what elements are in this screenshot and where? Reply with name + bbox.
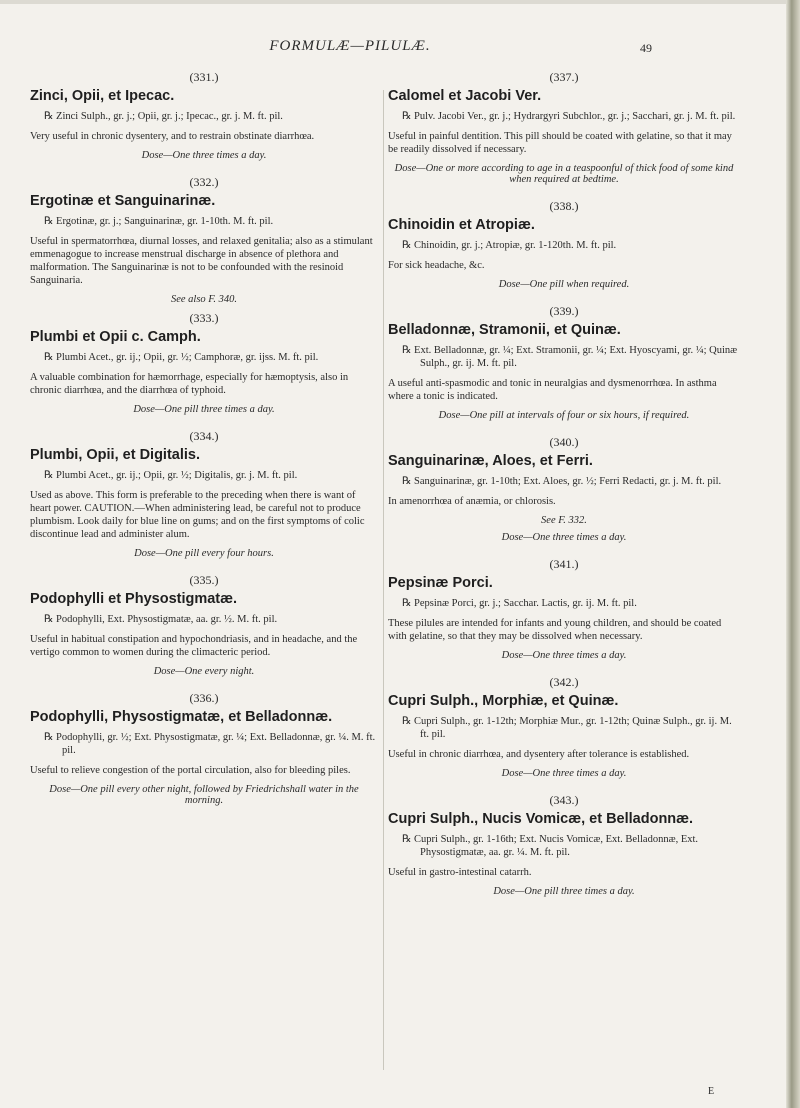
formula-number: (334.)	[189, 429, 219, 443]
formula-entry	[388, 199, 740, 290]
scan-right-edge	[786, 0, 800, 1108]
formula-number: (337.)	[549, 70, 579, 84]
formula-number: (336.)	[189, 691, 219, 705]
usage-text: Very useful in chronic dysentery, and to restrain obstinate diarrhœa.	[30, 131, 315, 142]
formula-number: (339.)	[549, 304, 579, 318]
dose-text: Dose—One pill every four hours.	[134, 548, 274, 559]
usage-text: Useful in habitual constipation and hypochondriasis, and in headache, and the vertigo common to women during the climacteric period.	[30, 634, 358, 658]
formula-number: (331.)	[189, 70, 219, 84]
right-column	[388, 70, 740, 911]
formula-title: Zinci, Opii, et Ipecac.	[30, 88, 175, 104]
prescription-line: ℞ Chinoidin, gr. j.; Atropiæ, gr. 1-120th. M. ft. pil.	[402, 240, 617, 251]
formula-number: (333.)	[189, 311, 219, 325]
formula-title: Calomel et Jacobi Ver.	[388, 88, 542, 104]
dose-text: Dose—One three times a day.	[501, 532, 627, 543]
formula-entry	[388, 675, 740, 779]
prescription-line: ℞ Ext. Belladonnæ, gr. ¼; Ext. Stramonii, gr. ¼; Ext. Hyoscyami, gr. ¼; Quinæ Sulph., gr. ij. M. ft. pil.	[402, 345, 738, 369]
formula-title: Cupri Sulph., Morphiæ, et Quinæ.	[388, 693, 619, 709]
formula-title: Sanguinarinæ, Aloes, et Ferri.	[388, 453, 593, 469]
left-column	[30, 70, 378, 820]
formula-number: (335.)	[189, 573, 219, 587]
formula-entry	[30, 691, 378, 806]
formula-title: Plumbi, Opii, et Digitalis.	[30, 447, 200, 463]
formula-entry	[388, 70, 740, 185]
formula-entry	[30, 311, 378, 415]
formula-entry	[30, 573, 378, 677]
usage-text: For sick headache, &c.	[388, 260, 485, 271]
formula-title: Ergotinæ et Sanguinarinæ.	[30, 193, 216, 209]
prescription-line: ℞ Plumbi Acet., gr. ij.; Opii, gr. ½; Camphoræ, gr. ijss. M. ft. pil.	[44, 352, 319, 363]
prescription-line: ℞ Pulv. Jacobi Ver., gr. j.; Hydrargyri Subchlor., gr. j.; Sacchari, gr. j. M. ft. pil.	[402, 111, 736, 122]
formula-title: Podophylli et Physostigmatæ.	[30, 591, 238, 607]
dose-text: Dose—One pill three times a day.	[493, 886, 635, 897]
scan-top-edge	[0, 0, 786, 4]
formula-entry	[388, 793, 740, 897]
prescription-line: ℞ Plumbi Acet., gr. ij.; Opii, gr. ½; Digitalis, gr. j. M. ft. pil.	[44, 470, 298, 481]
usage-text: Used as above. This form is preferable to the preceding when there is want of heart power. CAUTION.—When administering lead, be careful not to produce plumbism. Look daily for blue line on gums; and on the first symptoms of colic discontinue lead and administer alum.	[30, 490, 365, 540]
formula-entry	[388, 435, 740, 543]
dose-text: Dose—One three times a day.	[141, 150, 267, 161]
formula-entry	[30, 175, 378, 305]
dose-text: Dose—One every night.	[153, 666, 255, 677]
formula-title: Belladonnæ, Stramonii, et Quinæ.	[388, 322, 621, 338]
prescription-line: ℞ Cupri Sulph., gr. 1-16th; Ext. Nucis Vomicæ, Ext. Belladonnæ, Ext. Physostigmatæ, aa. gr. ¼. M. ft. pil.	[402, 834, 699, 858]
formula-title: Cupri Sulph., Nucis Vomicæ, et Belladonnæ.	[388, 811, 694, 827]
cross-reference: See also F. 340.	[170, 294, 237, 305]
cross-reference: See F. 332.	[541, 515, 587, 526]
usage-text: In amenorrhœa of anæmia, or chlorosis.	[388, 496, 556, 507]
prescription-line: ℞ Podophylli, Ext. Physostigmatæ, aa. gr. ½. M. ft. pil.	[44, 614, 278, 625]
dose-text: Dose—One pill every other night, followed by Friedrichshall water in the morning.	[49, 784, 359, 806]
running-title: FORMULÆ—PILULÆ.	[269, 38, 431, 54]
dose-text: Dose—One pill when required.	[498, 279, 630, 290]
prescription-line: ℞ Podophylli, gr. ½; Ext. Physostigmatæ, gr. ¼; Ext. Belladonnæ, gr. ¼. M. ft. pil.	[44, 732, 376, 756]
formula-entry	[30, 429, 378, 559]
usage-text: Useful in spermatorrhœa, diurnal losses, and relaxed genitalia; also as a stimulant emmenagogue to increase menstrual discharge in absence of plethora and malformation. The Sanguinarinæ is not to be confounded with the resinoid Sanguinaria.	[30, 236, 373, 286]
formula-number: (340.)	[549, 435, 579, 449]
dose-text: Dose—One pill three times a day.	[133, 404, 275, 415]
formula-title: Podophylli, Physostigmatæ, et Belladonnæ.	[30, 709, 333, 725]
usage-text: Useful in painful dentition. This pill should be coated with gelatine, so that it may be readily dissolved if necessary.	[388, 131, 732, 155]
page-number: 49	[640, 41, 652, 55]
usage-text: Useful to relieve congestion of the portal circulation, also for bleeding piles.	[30, 765, 351, 776]
formula-number: (332.)	[189, 175, 219, 189]
formula-number: (341.)	[549, 557, 579, 571]
prescription-line: ℞ Ergotinæ, gr. j.; Sanguinarinæ, gr. 1-10th. M. ft. pil.	[44, 216, 274, 227]
formula-entry	[30, 70, 378, 161]
signature-letter: E	[708, 1086, 715, 1097]
usage-text: A useful anti-spasmodic and tonic in neuralgias and dysmenorrhœa. In asthma where a tonic is indicated.	[388, 378, 717, 402]
prescription-line: ℞ Cupri Sulph., gr. 1-12th; Morphiæ Mur., gr. 1-12th; Quinæ Sulph., gr. ij. M. ft. pil.	[402, 716, 732, 740]
formula-entry	[388, 557, 740, 661]
prescription-line: ℞ Sanguinarinæ, gr. 1-10th; Ext. Aloes, gr. ½; Ferri Redacti, gr. j. M. ft. pil.	[402, 476, 722, 487]
formula-entry	[388, 304, 740, 421]
dose-text: Dose—One three times a day.	[501, 768, 627, 779]
prescription-line: ℞ Pepsinæ Porci, gr. j.; Sacchar. Lactis, gr. ij. M. ft. pil.	[402, 598, 637, 609]
prescription-line: ℞ Zinci Sulph., gr. j.; Opii, gr. j.; Ipecac., gr. j. M. ft. pil.	[44, 111, 283, 122]
formula-title: Chinoidin et Atropiæ.	[388, 217, 535, 233]
dose-text: Dose—One three times a day.	[501, 650, 627, 661]
usage-text: Useful in chronic diarrhœa, and dysentery after tolerance is established.	[388, 749, 690, 760]
usage-text: Useful in gastro-intestinal catarrh.	[388, 867, 532, 878]
formula-title: Plumbi et Opii c. Camph.	[30, 329, 201, 345]
usage-text: A valuable combination for hæmorrhage, especially for hæmoptysis, also in chronic diarrhœa, and the diarrhœa of typhoid.	[30, 372, 349, 396]
formula-title: Pepsinæ Porci.	[388, 575, 493, 591]
column-divider	[383, 90, 384, 1070]
dose-text: Dose—One or more according to age in a teaspoonful of thick food of some kind when required at bedtime.	[394, 163, 734, 185]
usage-text: These pilules are intended for infants and young children, and should be coated with gelatine, so that they may be dissolved when necessary.	[388, 618, 722, 642]
formula-number: (343.)	[549, 793, 579, 807]
formula-number: (338.)	[549, 199, 579, 213]
formula-number: (342.)	[549, 675, 579, 689]
dose-text: Dose—One pill at intervals of four or six hours, if required.	[438, 410, 690, 421]
